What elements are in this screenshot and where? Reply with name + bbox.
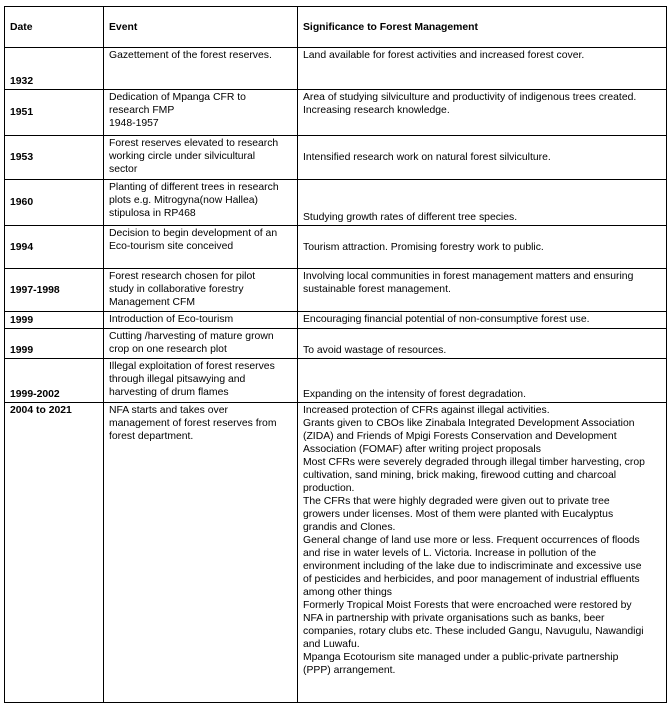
row-date: 1999	[5, 329, 104, 359]
table-row	[5, 269, 667, 312]
table-row	[5, 312, 667, 329]
row-event-line: Cutting /harvesting of mature grown	[109, 331, 274, 342]
row-event	[104, 359, 298, 403]
row-event	[104, 226, 298, 269]
row-event-line: Management CFM	[109, 297, 196, 308]
row-significance	[298, 136, 667, 180]
row-significance-line: Grants given to CBOs like Zinabala Integrated Development Association	[303, 418, 635, 429]
row-event-line: stipulosa in RP468	[109, 208, 196, 219]
table-header-row	[5, 7, 667, 48]
row-date: 1999-2002	[5, 359, 104, 403]
row-significance-line: companies, rotary clubs etc. These included Gangu, Navugulu, Nawandigi	[303, 626, 644, 637]
row-significance-line: production.	[303, 483, 355, 494]
row-significance-line: Area of studying silviculture and productivity of indigenous trees created.	[303, 92, 637, 103]
row-date: 1951	[5, 90, 104, 136]
row-significance-line: The CFRs that were highly degraded were given out to private tree	[303, 496, 610, 507]
row-event-line: Dedication of Mpanga CFR to	[109, 92, 246, 103]
row-event-line: management of forest reserves from	[109, 418, 277, 429]
header-event: Event	[104, 7, 298, 48]
row-significance-line: sustainable forest management.	[303, 284, 451, 295]
header-significance: Significance to Forest Management	[298, 7, 667, 48]
row-event-line: plots e.g. Mitrogyna(now Hallea)	[109, 195, 259, 206]
row-event-line: working circle under silvicultural	[109, 151, 256, 162]
row-significance-line: Involving local communities in forest management matters and ensuring	[303, 271, 634, 282]
row-date: 1960	[5, 180, 104, 226]
row-date: 1994	[5, 226, 104, 269]
row-significance-line: NFA in partnership with private organisations such as banks, beer	[303, 613, 605, 624]
row-event	[104, 48, 298, 90]
row-significance-line: Expanding on the intensity of forest degradation.	[303, 389, 526, 400]
row-event-line: crop on one research plot	[109, 344, 227, 355]
row-date: 2004 to 2021	[5, 403, 104, 703]
table-row	[5, 359, 667, 403]
row-event	[104, 329, 298, 359]
row-significance-line: Land available for forest activities and increased forest cover.	[303, 50, 585, 61]
row-event-line: Illegal exploitation of forest reserves	[109, 361, 275, 372]
row-date: 1932	[5, 48, 104, 90]
row-event	[104, 136, 298, 180]
row-event-line: harvesting of drum flames	[109, 387, 229, 398]
row-event-line: Gazettement of the forest reserves.	[109, 50, 272, 61]
row-significance	[298, 269, 667, 312]
row-event-line: Decision to begin development of an	[109, 228, 278, 239]
row-significance-line: growers under licenses. Most of them were planted with Eucalyptus	[303, 509, 614, 520]
row-date: 1997-1998	[5, 269, 104, 312]
row-significance-line: (PPP) arrangement.	[303, 665, 396, 676]
row-date: 1999	[5, 312, 104, 329]
row-significance-line: environment including of the lake due to indiscriminate and excessive use	[303, 561, 642, 572]
table-row	[5, 226, 667, 269]
row-event-line: through illegal pitsawying and	[109, 374, 246, 385]
row-significance-line: Encouraging financial potential of non-consumptive forest use.	[303, 314, 590, 325]
row-event-line: forest department.	[109, 431, 194, 442]
row-significance-line: Studying growth rates of different tree species.	[303, 212, 518, 223]
forest-management-timeline-table	[4, 6, 667, 703]
row-significance-line: and rise in water levels of L. Victoria. Increase in pollution of the	[303, 548, 597, 559]
row-event	[104, 180, 298, 226]
row-significance-line: Association (FOMAF) after writing project proposals	[303, 444, 541, 455]
row-significance-line: Mpanga Ecotourism site managed under a public-private partnership	[303, 652, 619, 663]
row-significance-line: Most CFRs were severely degraded through illegal timber harvesting, crop	[303, 457, 645, 468]
row-significance-line: among other things	[303, 587, 392, 598]
row-significance	[298, 329, 667, 359]
row-date: 1953	[5, 136, 104, 180]
row-significance-line: (ZIDA) and Friends of Mpigi Forests Conservation and Development	[303, 431, 617, 442]
row-significance-line: Formerly Tropical Moist Forests that were encroached were restored by	[303, 600, 632, 611]
row-significance	[298, 180, 667, 226]
table-row	[5, 180, 667, 226]
row-significance	[298, 48, 667, 90]
row-event-line: study in collaborative forestry	[109, 284, 244, 295]
row-significance	[298, 90, 667, 136]
header-date: Date	[5, 7, 104, 48]
row-event-line: sector	[109, 164, 138, 175]
row-event	[104, 312, 298, 329]
table-row	[5, 329, 667, 359]
table-row	[5, 403, 667, 703]
row-significance-line: Intensified research work on natural forest silviculture.	[303, 152, 551, 163]
row-significance-line: and Luwafu.	[303, 639, 360, 650]
table-row	[5, 48, 667, 90]
row-event-line: Forest reserves elevated to research	[109, 138, 279, 149]
row-significance-line: Increased protection of CFRs against illegal activities.	[303, 405, 550, 416]
row-significance-line: of pesticides and herbicides, and poor management of industrial effluents	[303, 574, 640, 585]
row-significance-line: General change of land use more or less. Frequent occurrences of floods	[303, 535, 640, 546]
row-significance-line: Tourism attraction. Promising forestry work to public.	[303, 241, 544, 253]
row-significance	[298, 312, 667, 329]
row-significance-line: To avoid wastage of resources.	[303, 345, 447, 356]
row-event-line: Eco-tourism site conceived	[109, 241, 234, 252]
row-event-line: Forest research chosen for pilot	[109, 271, 256, 282]
row-event	[104, 269, 298, 312]
table-row	[5, 90, 667, 136]
row-event-line: research FMP	[109, 105, 175, 116]
row-significance-line: Increasing research knowledge.	[303, 105, 450, 116]
table-row	[5, 136, 667, 180]
row-significance	[298, 226, 667, 269]
row-event	[104, 403, 298, 703]
row-event	[104, 90, 298, 136]
row-significance	[298, 403, 667, 703]
row-event-line: 1948-1957	[109, 118, 159, 129]
row-event-line: NFA starts and takes over	[109, 405, 228, 416]
row-significance-line: grandis and Clones.	[303, 522, 396, 533]
row-significance	[298, 359, 667, 403]
row-event-line: Introduction of Eco-tourism	[109, 314, 234, 325]
row-event-line: Planting of different trees in research	[109, 182, 279, 193]
row-significance-line: cultivation, sand mining, brick making, firewood cutting and charcoal	[303, 470, 617, 481]
